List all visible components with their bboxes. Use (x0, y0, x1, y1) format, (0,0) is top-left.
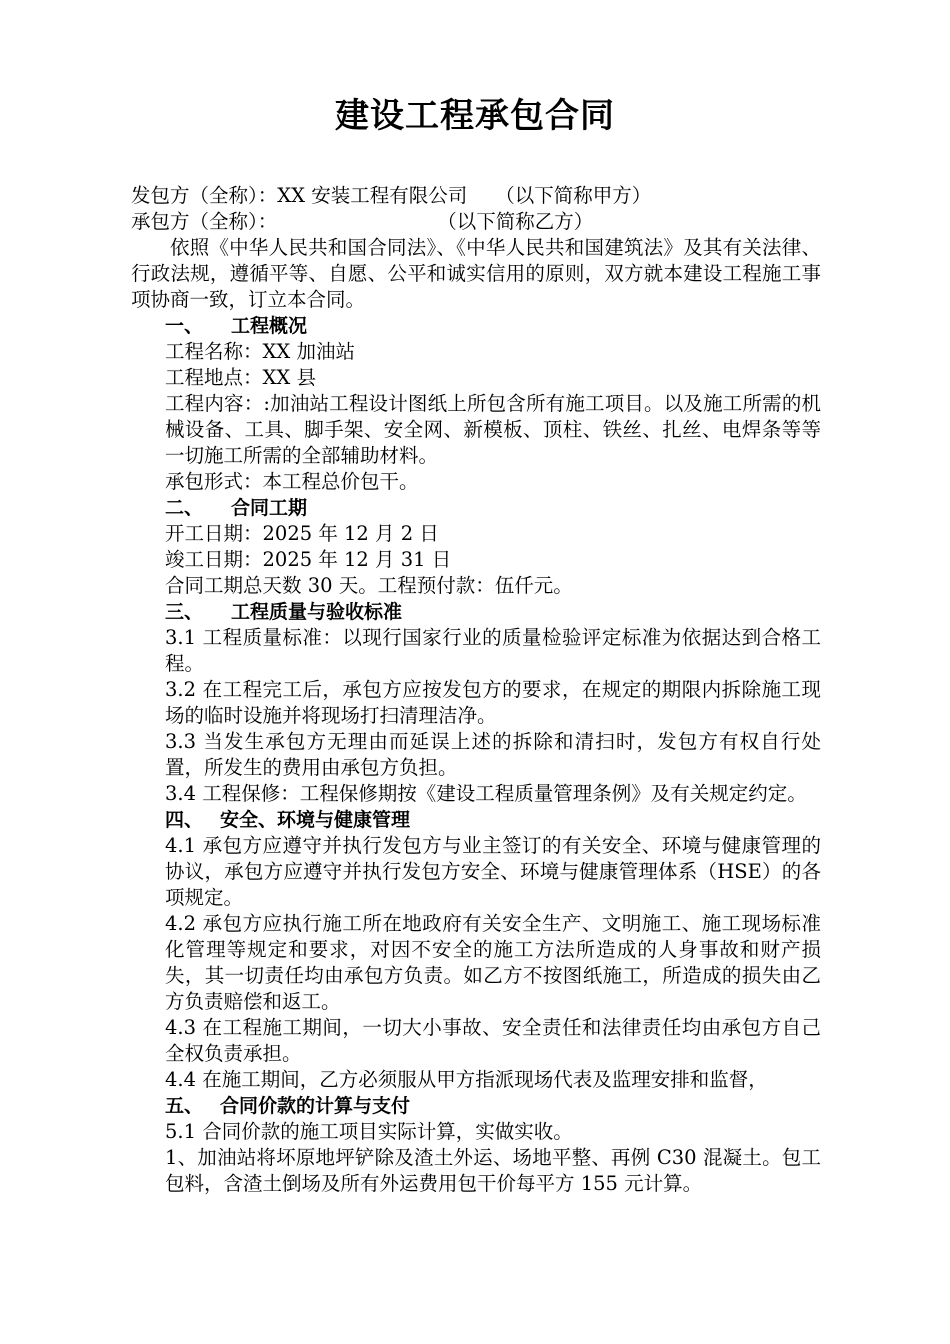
section-4-heading (131, 807, 821, 833)
clause-4-2: 4.2 承包方应执行施工所在地政府有关安全生产、文明施工、施工现场标准化管理等规定和要求，对因不安全的施工方法所造成的人身事故和财产损失，其一切责任均由承包方负责。如乙方不按图纸施工，所造成的损失由乙方负责赔偿和返工。 (165, 912, 821, 1013)
party-a-line (131, 183, 821, 209)
project-name: 工程名称：XX 加油站 (165, 340, 355, 363)
party-a-name: XX 安装工程有限公司 (277, 184, 468, 207)
clause-3-3: 3.3 当发生承包方无理由而延误上述的拆除和清扫时，发包方有权自行处置，所发生的费用由承包方负担。 (165, 730, 821, 779)
clause-3-1: 3.1 工程质量标准：以现行国家行业的质量检验评定标准为依据达到合格工程。 (165, 626, 821, 675)
clause-4-1: 4.1 承包方应遵守并执行发包方与业主签订的有关安全、环境与健康管理的协议，承包方应遵守并执行发包方安全、环境与健康管理体系（HSE）的各项规定。 (165, 834, 821, 909)
document-body (131, 183, 821, 1197)
section-number: 一、 (165, 315, 204, 337)
section-3-heading (131, 599, 821, 625)
section-number: 三、 (165, 601, 204, 623)
document-title: 建设工程承包合同 (335, 96, 615, 136)
section-number: 四、 (165, 809, 204, 831)
party-b-note: （以下简称乙方） (437, 210, 594, 233)
completion-date: 竣工日期：2025 年 12 月 31 日 (165, 548, 452, 571)
project-content: 工程内容：:加油站工程设计图纸上所包含所有施工项目。以及施工所需的机械设备、工具、脚手架、安全网、新模板、顶柱、铁丝、扎丝、电焊条等等一切施工所需的全部辅助材料。 (165, 392, 821, 467)
section-5-heading (131, 1093, 821, 1119)
clause-4-4: 4.4 在施工期间，乙方必须服从甲方指派现场代表及监理安排和监督， (165, 1068, 768, 1091)
section-title: 工程质量与验收标准 (231, 601, 403, 623)
start-date: 开工日期：2025 年 12 月 2 日 (165, 522, 439, 545)
section-number: 二、 (165, 497, 204, 519)
clause-3-4: 3.4 工程保修：工程保修期按《建设工程质量管理条例》及有关规定约定。 (165, 782, 807, 805)
section-title: 工程概况 (231, 315, 308, 337)
party-a-label: 发包方（全称）： (131, 184, 278, 207)
contract-form: 承包形式：本工程总价包干。 (165, 470, 419, 493)
price-item-1: 1、加油站将坏原地坪铲除及渣土外运、场地平整、再例 C30 混凝土。包工包料，含渣土倒场及所有外运费用包干价每平方 155 元计算。 (165, 1146, 821, 1195)
clause-4-3: 4.3 在工程施工期间，一切大小事故、安全责任和法律责任均由承包方自己全权负责承担。 (165, 1016, 821, 1065)
section-number: 五、 (165, 1095, 204, 1117)
clause-5-1: 5.1 合同价款的施工项目实际计算，实做实收。 (165, 1120, 573, 1143)
party-a-note: （以下简称甲方） (495, 184, 652, 207)
project-location: 工程地点：XX 县 (165, 366, 316, 389)
section-1-heading (131, 313, 821, 339)
party-b-label: 承包方（全称）： (131, 210, 278, 233)
party-b-line (131, 209, 821, 235)
duration-and-advance: 合同工期总天数 30 天。工程预付款：伍仟元。 (165, 574, 573, 597)
section-2-heading (131, 495, 821, 521)
preamble: 依照《中华人民共和国合同法》、《中华人民共和国建筑法》及其有关法律、行政法规，遵循平等、自愿、公平和诚实信用的原则，双方就本建设工程施工事项协商一致，订立本合同。 (131, 236, 821, 311)
section-title: 合同工期 (231, 497, 308, 519)
clause-3-2: 3.2 在工程完工后，承包方应按发包方的要求，在规定的期限内拆除施工现场的临时设施并将现场打扫清理洁净。 (165, 678, 821, 727)
section-title: 安全、环境与健康管理 (220, 809, 411, 831)
section-title: 合同价款的计算与支付 (220, 1095, 411, 1117)
